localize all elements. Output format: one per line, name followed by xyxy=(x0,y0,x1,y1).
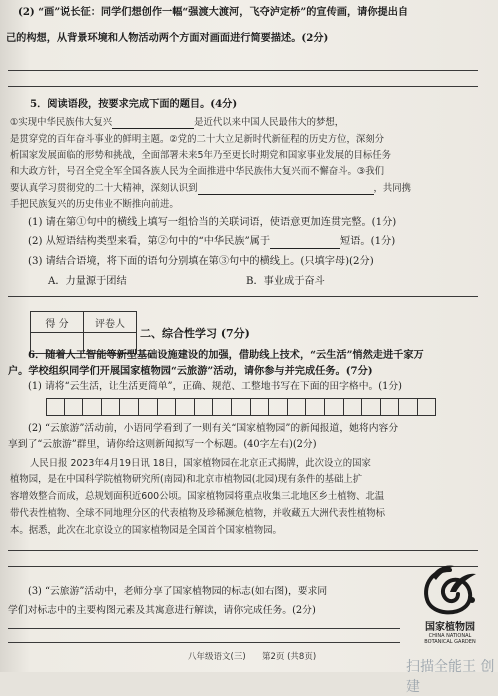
grid-cell[interactable] xyxy=(213,398,232,416)
q5-title: 5．阅读语段，按要求完成下面的题目。(4分) xyxy=(30,98,238,110)
answer-line xyxy=(8,296,478,297)
q6-intro: 户。学校组织同学们开展国家植物园“云旅游”活动，请你参与并完成任务。(7分) xyxy=(8,365,373,377)
q5-sub1: (1) 请在第①句中的横线上填写一组恰当的关联词语，使语意更加连贯完整。(1分) xyxy=(28,217,397,228)
grid-cell[interactable] xyxy=(102,398,121,416)
q6-sub3: (3) “云旅游”活动中，老师分享了国家植物园的标志(如右图)，要求同 xyxy=(28,586,328,597)
grid-cell[interactable] xyxy=(158,398,177,416)
q6-intro: 6．随着人工智能等新型基础设施建设的加强，借助线上技术，“云生活”悄然走进千家万 xyxy=(28,349,424,361)
q6-sub3: 学们对标志中的主要构图元素及其寓意进行解读，请你完成任务。(2分) xyxy=(8,605,316,616)
grid-cell[interactable] xyxy=(325,398,344,416)
answer-line xyxy=(8,70,478,71)
grid-cell[interactable] xyxy=(83,398,102,416)
grid-cell[interactable] xyxy=(344,398,363,416)
grader-header: 评卷人 xyxy=(84,312,137,333)
answer-line xyxy=(8,566,478,567)
q5-passage-line: 和大政方针，号召全党全军全国各族人民为全面推进中华民族伟大复兴而不懈奋斗。③我们 xyxy=(10,166,385,177)
q5-sub3: (3) 请结合语境，将下面的语句分别填在第③句中的横线上。(只填字母)(2分) xyxy=(28,256,374,267)
q5-passage-line: 要认真学习贯彻党的二十大精神，深刻认识到 ，共同携 xyxy=(10,183,412,194)
grid-cell[interactable] xyxy=(306,398,325,416)
grid-cell[interactable] xyxy=(46,398,65,416)
footer-page: 第2页 (共8页) xyxy=(262,652,317,662)
grid-cell[interactable] xyxy=(381,398,400,416)
news-line: 本。据悉，此次在北京设立的国家植物园是全国首个国家植物园。 xyxy=(10,525,282,536)
botanical-garden-logo xyxy=(410,562,490,645)
q5-passage-line: 是贯穿党的百年奋斗事业的鲜明主题。②党的二十大立足新时代新征程的历史方位，深刻分 xyxy=(10,134,385,145)
q5-passage-line: 析国家发展面临的形势和挑战，全面部署未来5年乃至更长时期党和国家事业发展的目标任务 xyxy=(10,150,391,161)
q5-option-a: A．力量源于团结 xyxy=(48,276,127,287)
score-header: 得 分 xyxy=(31,312,84,333)
grid-cell[interactable] xyxy=(269,398,288,416)
scanner-watermark: 扫描全能王 创建 xyxy=(406,659,495,695)
answer-line xyxy=(8,628,400,629)
footer-grade: 八年级语文(三) xyxy=(188,652,246,662)
grid-cell[interactable] xyxy=(120,398,139,416)
q6-sub1: (1) 请将“云生活，让生活更简单”，正确、规范、工整地书写在下面的田字格中。(1分) xyxy=(28,381,402,392)
answer-line xyxy=(8,642,400,643)
q5-passage-line: ①实现中华民族伟大复兴 是近代以来中国人民最伟大的梦想， xyxy=(10,117,345,128)
prev-q2-line1: (2) “画”说长征：同学们想创作一幅“强渡大渡河，飞夺泸定桥”的宣传画，请你提出自 xyxy=(18,6,409,18)
logo-en-line1: CHINA NATIONAL xyxy=(428,633,472,639)
grid-cell[interactable] xyxy=(232,398,251,416)
logo-name: 国家植物园 xyxy=(425,622,475,633)
q5-option-b: B．事业成于奋斗 xyxy=(246,276,325,287)
logo-emblem-icon xyxy=(410,562,490,618)
news-line: 人民日报 2023年4月19日讯 18日，国家植物园在北京正式揭牌，此次设立的国家 xyxy=(30,458,371,469)
q6-sub2: 享到了“云旅游”群里，请你给这则新闻拟写一个标题。(40字左右)(2分) xyxy=(8,439,317,450)
q5-passage-line: 手把民族复兴的历史伟业不断推向前进。 xyxy=(10,199,179,210)
grid-cell[interactable] xyxy=(251,398,270,416)
grid-cell[interactable] xyxy=(362,398,381,416)
q6-sub2: (2) “云旅游”活动前，小语同学看到了一则有关“国家植物园”的新闻报道，她将内容分 xyxy=(28,423,399,434)
grid-cell[interactable] xyxy=(176,398,195,416)
tianzige-grid[interactable] xyxy=(46,398,436,416)
news-line: 带代表性植物、全球不同地理分区的代表植物及珍稀濒危植物，并收藏五大洲代表性植物标 xyxy=(10,508,386,519)
grid-cell[interactable] xyxy=(139,398,158,416)
news-line: 植物园，是在中国科学院植物研究所(南园)和北京市植物园(北园)现有条件的基础上扩 xyxy=(10,474,363,485)
answer-line xyxy=(8,550,478,551)
logo-en-line2: BOTANICAL GARDEN xyxy=(424,639,476,645)
grid-cell[interactable] xyxy=(399,398,418,416)
grid-cell[interactable] xyxy=(195,398,214,416)
section-title: 二、综合性学习 (7分) xyxy=(140,327,250,340)
prev-q2-line2: 己的构想，从背景环境和人物活动两个方面对画面进行简要描述。(2分) xyxy=(6,32,329,44)
q5-sub2: (2) 从短语结构类型来看，第②句中的“中华民族”属于 短语。(1分) xyxy=(28,236,396,247)
grid-cell[interactable] xyxy=(288,398,307,416)
grid-cell[interactable] xyxy=(418,398,437,416)
grid-cell[interactable] xyxy=(65,398,84,416)
news-line: 容增效整合而成，总规划面积近600公顷。国家植物园将重点收集三北地区乡土植物、北温 xyxy=(10,491,385,502)
answer-line xyxy=(8,86,478,87)
